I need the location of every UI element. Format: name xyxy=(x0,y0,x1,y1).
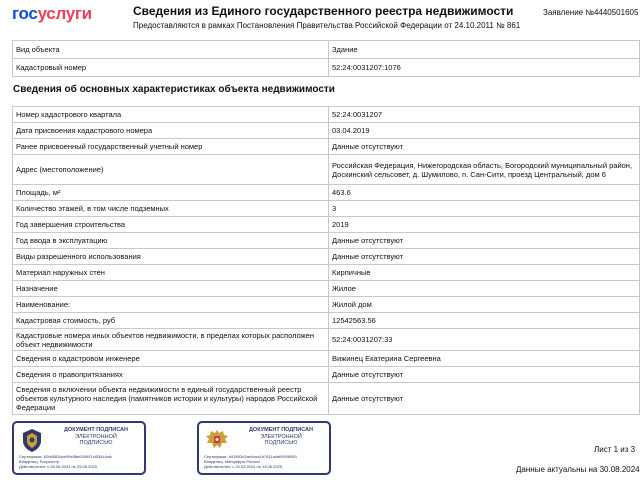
stamp-line-2: ЭЛЕКТРОННОЙ xyxy=(75,433,117,440)
table-row xyxy=(13,41,640,59)
signature-stamp-mintsifry xyxy=(197,421,331,475)
table-row xyxy=(13,139,640,155)
russia-coat-of-arms-icon xyxy=(204,427,230,453)
row-label: Виды разрешенного использования xyxy=(13,249,329,265)
row-label: Год завершения строительства xyxy=(13,217,329,233)
table-row xyxy=(13,155,640,185)
table-row xyxy=(13,383,640,415)
logo-part-gos: гос xyxy=(12,4,38,23)
table-row xyxy=(13,265,640,281)
row-value: 03.04.2019 xyxy=(329,123,640,139)
row-value: 52:24:0031207 xyxy=(329,107,640,123)
stamp-line-3: ПОДПИСЬЮ xyxy=(264,440,298,446)
row-label: Сведения о правопритязаниях xyxy=(13,367,329,383)
row-value: Данные отсутствуют xyxy=(329,233,640,249)
table-row xyxy=(13,233,640,249)
stamp-line-3: ПОДПИСЬЮ xyxy=(79,440,113,446)
row-value: 3 xyxy=(329,201,640,217)
row-value: 2019 xyxy=(329,217,640,233)
stamp-line-1: ДОКУМЕНТ ПОДПИСАН xyxy=(64,427,128,433)
table-row xyxy=(13,59,640,77)
row-value: 12542563.56 xyxy=(329,313,640,329)
row-label: Назначение xyxy=(13,281,329,297)
table-row xyxy=(13,201,640,217)
row-label: Материал наружных стен xyxy=(13,265,329,281)
stamp-validity: Действителен: с 20.03.2024 по 13.06.2025 xyxy=(204,464,282,469)
gosuslugi-logo[interactable] xyxy=(12,4,92,24)
table-row xyxy=(13,329,640,351)
stamp-line-2: ЭЛЕКТРОННОЙ xyxy=(260,433,302,440)
row-label: Кадастровые номера иных объектов недвижимости, в пределах которых расположен объект недвижимости xyxy=(13,329,329,351)
stamp-owner: Владелец: Росреестр xyxy=(19,459,60,464)
row-value: 52:24:0031207:1076 xyxy=(329,59,640,77)
row-label: Наименование: xyxy=(13,297,329,313)
row-label: Сведения о включении объекта недвижимости в единый государственный реестр объектов культурного наследия (памятников истории и культуры) народов Российской Федерации xyxy=(13,383,329,415)
stamp-certificate: Сертификат: 62b6583dcb90e88e634901cf53444cfc xyxy=(19,454,112,459)
table-row xyxy=(13,281,640,297)
row-label: Площадь, м² xyxy=(13,185,329,201)
table-row xyxy=(13,367,640,383)
row-value: Жилой дом xyxy=(329,297,640,313)
application-number: Заявление №4440501605 xyxy=(543,8,639,17)
table-row xyxy=(13,297,640,313)
table-row xyxy=(13,351,640,367)
stamp-line-1: ДОКУМЕНТ ПОДПИСАН xyxy=(249,427,313,433)
row-label: Количество этажей, в том числе подземных xyxy=(13,201,329,217)
row-value: Здание xyxy=(329,41,640,59)
row-label: Дата присвоения кадастрового номера xyxy=(13,123,329,139)
table-row xyxy=(13,185,640,201)
row-label: Кадастровая стоимость, руб xyxy=(13,313,329,329)
row-value: 52:24:0031207:33 xyxy=(329,329,640,351)
table-row xyxy=(13,107,640,123)
row-value: 463.6 xyxy=(329,185,640,201)
row-value: Данные отсутствуют xyxy=(329,249,640,265)
object-table xyxy=(12,40,640,77)
row-label: Номер кадастрового квартала xyxy=(13,107,329,123)
row-label: Год ввода в эксплуатацию xyxy=(13,233,329,249)
table-row xyxy=(13,249,640,265)
stamp-owner: Владелец: Минцифры России xyxy=(204,459,260,464)
row-value: Данные отсутствуют xyxy=(329,367,640,383)
document-title: Сведения из Единого государственного реестра недвижимости xyxy=(133,4,514,18)
data-actual-date: Данные актуальны на 30.08.2024 xyxy=(516,465,640,474)
section-title: Сведения об основных характеристиках объекта недвижимости xyxy=(13,84,335,95)
row-label: Кадастровый номер xyxy=(13,59,329,77)
row-value: Кирпичные xyxy=(329,265,640,281)
document-subtitle: Предоставляются в рамках Постановления Правительства Российской Федерации от 24.10.2011 № 861 xyxy=(133,21,521,30)
table-row xyxy=(13,123,640,139)
row-value: Данные отсутствуют xyxy=(329,139,640,155)
row-value: Данные отсутствуют xyxy=(329,383,640,415)
row-label: Адрес (местоположение) xyxy=(13,155,329,185)
stamp-validity: Действителен: с 05.06.2024 по 29.08.2025 xyxy=(19,464,97,469)
details-table xyxy=(12,106,640,415)
stamp-certificate: Сертификат: b51893c2ae4cea1b7611a4ef6939f551 xyxy=(204,454,298,459)
row-label: Ранее присвоенный государственный учетный номер xyxy=(13,139,329,155)
page-number: Лист 1 из 3 xyxy=(594,445,636,454)
row-value: Жилое xyxy=(329,281,640,297)
table-row xyxy=(13,217,640,233)
row-label: Вид объекта xyxy=(13,41,329,59)
table-row xyxy=(13,313,640,329)
rosreestr-emblem-icon xyxy=(19,427,45,453)
row-value: Вижинец Екатерина Сергеевна xyxy=(329,351,640,367)
logo-part-uslugi: услуги xyxy=(37,4,92,23)
row-value: Российская Федерация, Нижегородская область, Богородский муниципальный район, Доскинский сельсовет, д. Шумилово, п. Сан-Сити, проезд Центральный, дом 6 xyxy=(329,155,640,185)
signature-stamp-rosreestr xyxy=(12,421,146,475)
row-label: Сведения о кадастровом инженере xyxy=(13,351,329,367)
